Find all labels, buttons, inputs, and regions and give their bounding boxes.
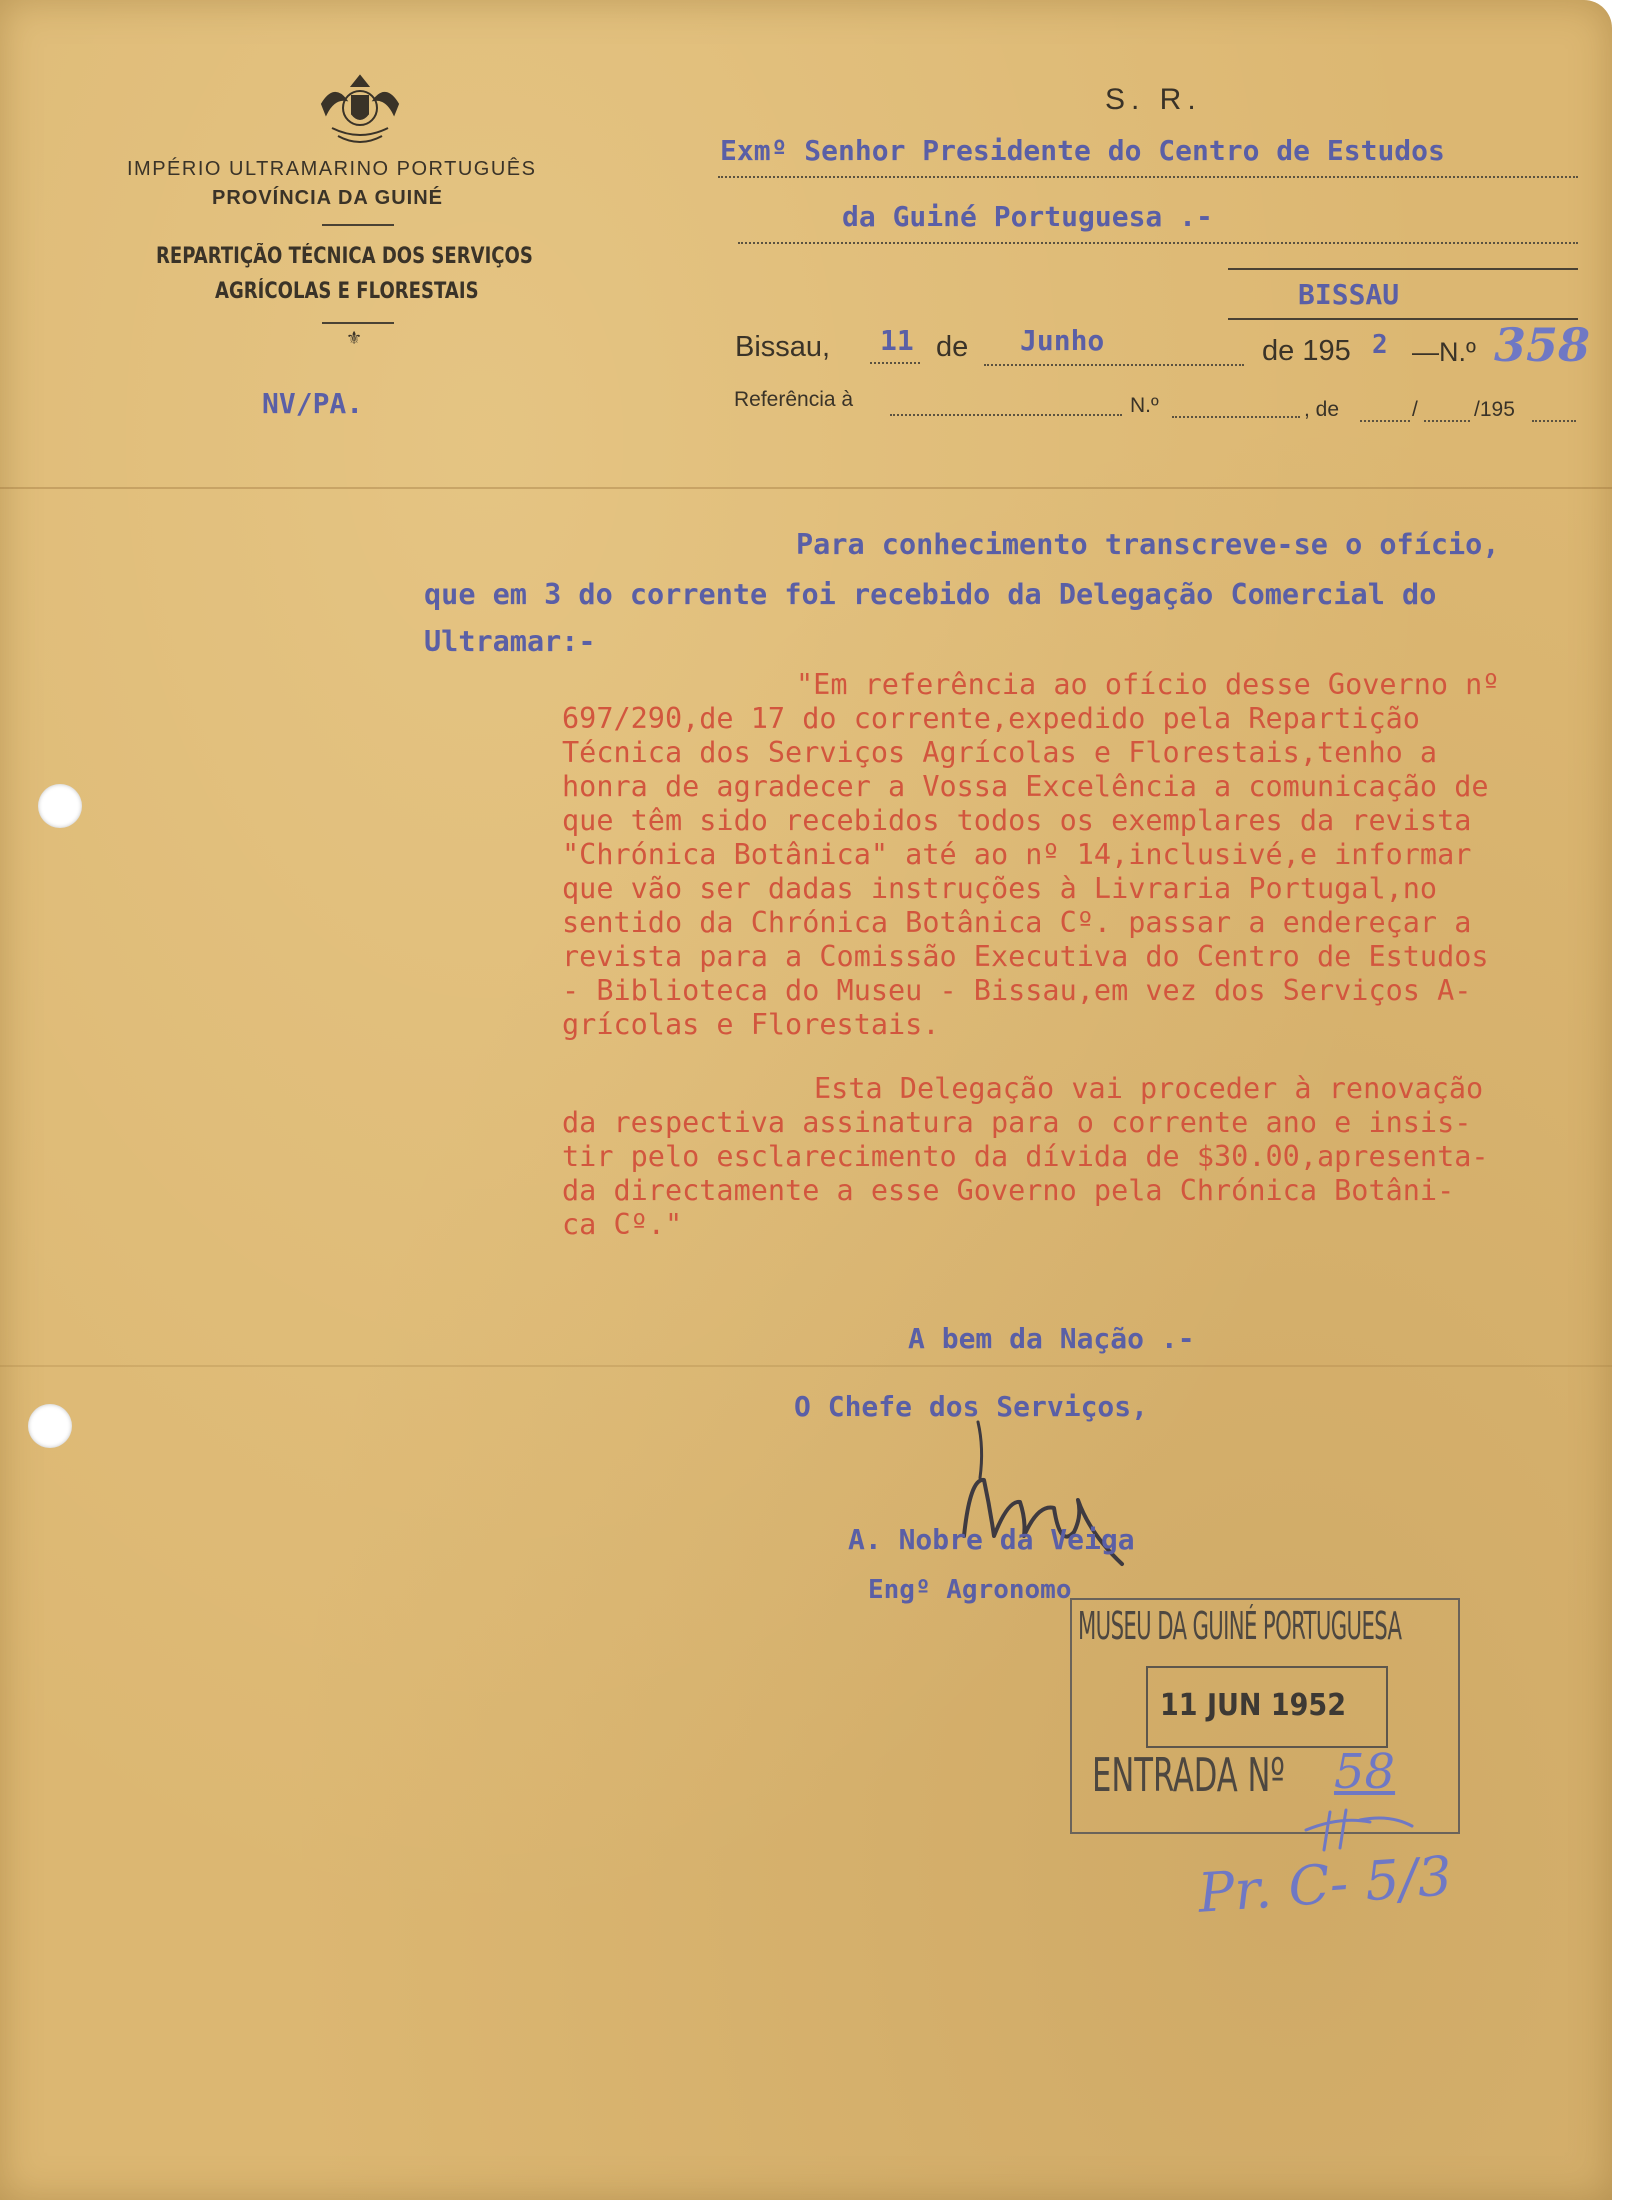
reference-de-label: , de: [1304, 398, 1340, 421]
stamp-entrada-label: ENTRADA Nº: [1092, 1748, 1285, 1802]
intro-line-2: que em 3 do corrente foi recebido da Delegação Comercial do: [424, 578, 1437, 611]
number-label: —N.º: [1412, 337, 1476, 367]
reference-dotted-line: [1532, 420, 1576, 422]
handwritten-annotation: Pr. C- 5/3: [1196, 1844, 1454, 1925]
stamp-museum-name: MUSEU DA GUINÉ PORTUGUESA: [1078, 1604, 1402, 1648]
quote-line: "Chrónica Botânica" até ao nº 14,inclusivé,e informar: [562, 838, 1472, 871]
date-dotted-line: [870, 362, 920, 364]
letterhead-divider: [322, 322, 394, 324]
punch-hole: [28, 1404, 72, 1448]
quote-paragraph-2: [562, 1072, 1489, 1242]
quote-line: que vão ser dadas instruções à Livraria Portugal,no: [562, 872, 1438, 905]
ornament-icon: ⚜: [346, 328, 363, 348]
quote-line: 697/290,de 17 do corrente,expedido pela Repartição: [562, 702, 1420, 735]
letterhead-empire: IMPÉRIO ULTRAMARINO PORTUGUÊS: [127, 158, 537, 180]
reference-slash: /: [1412, 398, 1418, 421]
stamp-date: 11 JUN 1952: [1160, 1688, 1346, 1723]
reference-dotted-line: [1360, 420, 1410, 422]
paper-fold-line: [0, 487, 1612, 489]
quote-line: tir pelo esclarecimento da dívida de $30.00,apresenta-: [562, 1140, 1489, 1173]
quote-line: revista para a Comissão Executiva do Centro de Estudos: [562, 940, 1489, 973]
reference-label: Referência à: [734, 388, 854, 411]
quote-line: Esta Delegação vai proceder à renovação: [814, 1072, 1484, 1105]
reference-dotted-line: [1424, 420, 1470, 422]
reference-code: NV/PA.: [262, 387, 364, 420]
letter-number: 358: [1494, 318, 1591, 372]
quote-line: honra de agradecer a Vossa Excelência a comunicação de: [562, 770, 1489, 803]
date-year-digit: 2: [1372, 330, 1388, 360]
intro-line-3: Ultramar:-: [424, 625, 596, 658]
quote-line: Técnica dos Serviços Agrícolas e Florestais,tenho a: [562, 736, 1438, 769]
sr-label: S. R.: [1105, 83, 1202, 116]
reference-no-label: N.º: [1130, 394, 1159, 417]
intro-line-1: Para conhecimento transcreve-se o ofício,: [796, 528, 1500, 561]
address-dotted-line: [718, 176, 1578, 178]
quote-line: sentido da Chrónica Botânica Cº. passar a endereçar a: [562, 906, 1472, 939]
date-day: 11: [880, 324, 914, 357]
date-year-prefix: de 195: [1262, 335, 1351, 367]
quote-line: grícolas e Florestais.: [562, 1008, 940, 1041]
quote-line: - Biblioteca do Museu - Bissau,em vez dos Serviços A-: [562, 974, 1472, 1007]
quote-line: ca Cº.": [562, 1208, 683, 1241]
date-month: Junho: [1020, 324, 1105, 357]
coat-of-arms-emblem: [312, 70, 408, 153]
quote-paragraph-1: [562, 668, 1500, 1042]
date-dotted-line: [984, 364, 1244, 366]
letterhead-divider: [322, 224, 394, 226]
quote-line: da respectiva assinatura para o corrente ano e insis-: [562, 1106, 1472, 1139]
date-de: de: [936, 331, 969, 363]
quote-line: que têm sido recebidos todos os exemplares da revista: [562, 804, 1472, 837]
punch-hole: [38, 784, 82, 828]
letterhead-department: REPARTIÇÃO TÉCNICA DOS SERVIÇOS: [156, 244, 533, 269]
letterhead-department-2: AGRÍCOLAS E FLORESTAIS: [215, 279, 479, 304]
signatory-name: A. Nobre da Veiga: [848, 1523, 1135, 1556]
addressee-line-2: da Guiné Portuguesa .-: [842, 200, 1213, 233]
quote-line: da directamente a esse Governo pela Chrónica Botâni-: [562, 1174, 1455, 1207]
signatory-role: Engº Agronomo: [868, 1575, 1072, 1605]
quote-line: "Em referência ao ofício desse Governo nº: [796, 668, 1500, 701]
addressee-line-1: Exmº Senhor Presidente do Centro de Estudos: [720, 134, 1445, 167]
addressee-city: BISSAU: [1298, 278, 1400, 311]
date-place: Bissau,: [735, 331, 831, 363]
stamp-entrada-number: 58: [1334, 1744, 1396, 1800]
reference-year: /195: [1474, 398, 1515, 421]
address-dotted-line: [738, 242, 1578, 244]
reference-dotted-line: [890, 414, 1122, 416]
address-rule: [1228, 268, 1578, 270]
reference-dotted-line: [1172, 416, 1300, 418]
closing-title: O Chefe dos Serviços,: [794, 1390, 1149, 1423]
letterhead-province: PROVÍNCIA DA GUINÉ: [212, 187, 443, 209]
paper-fold-line: [0, 1365, 1612, 1367]
closing-salutation: A bem da Nação .-: [908, 1322, 1195, 1355]
